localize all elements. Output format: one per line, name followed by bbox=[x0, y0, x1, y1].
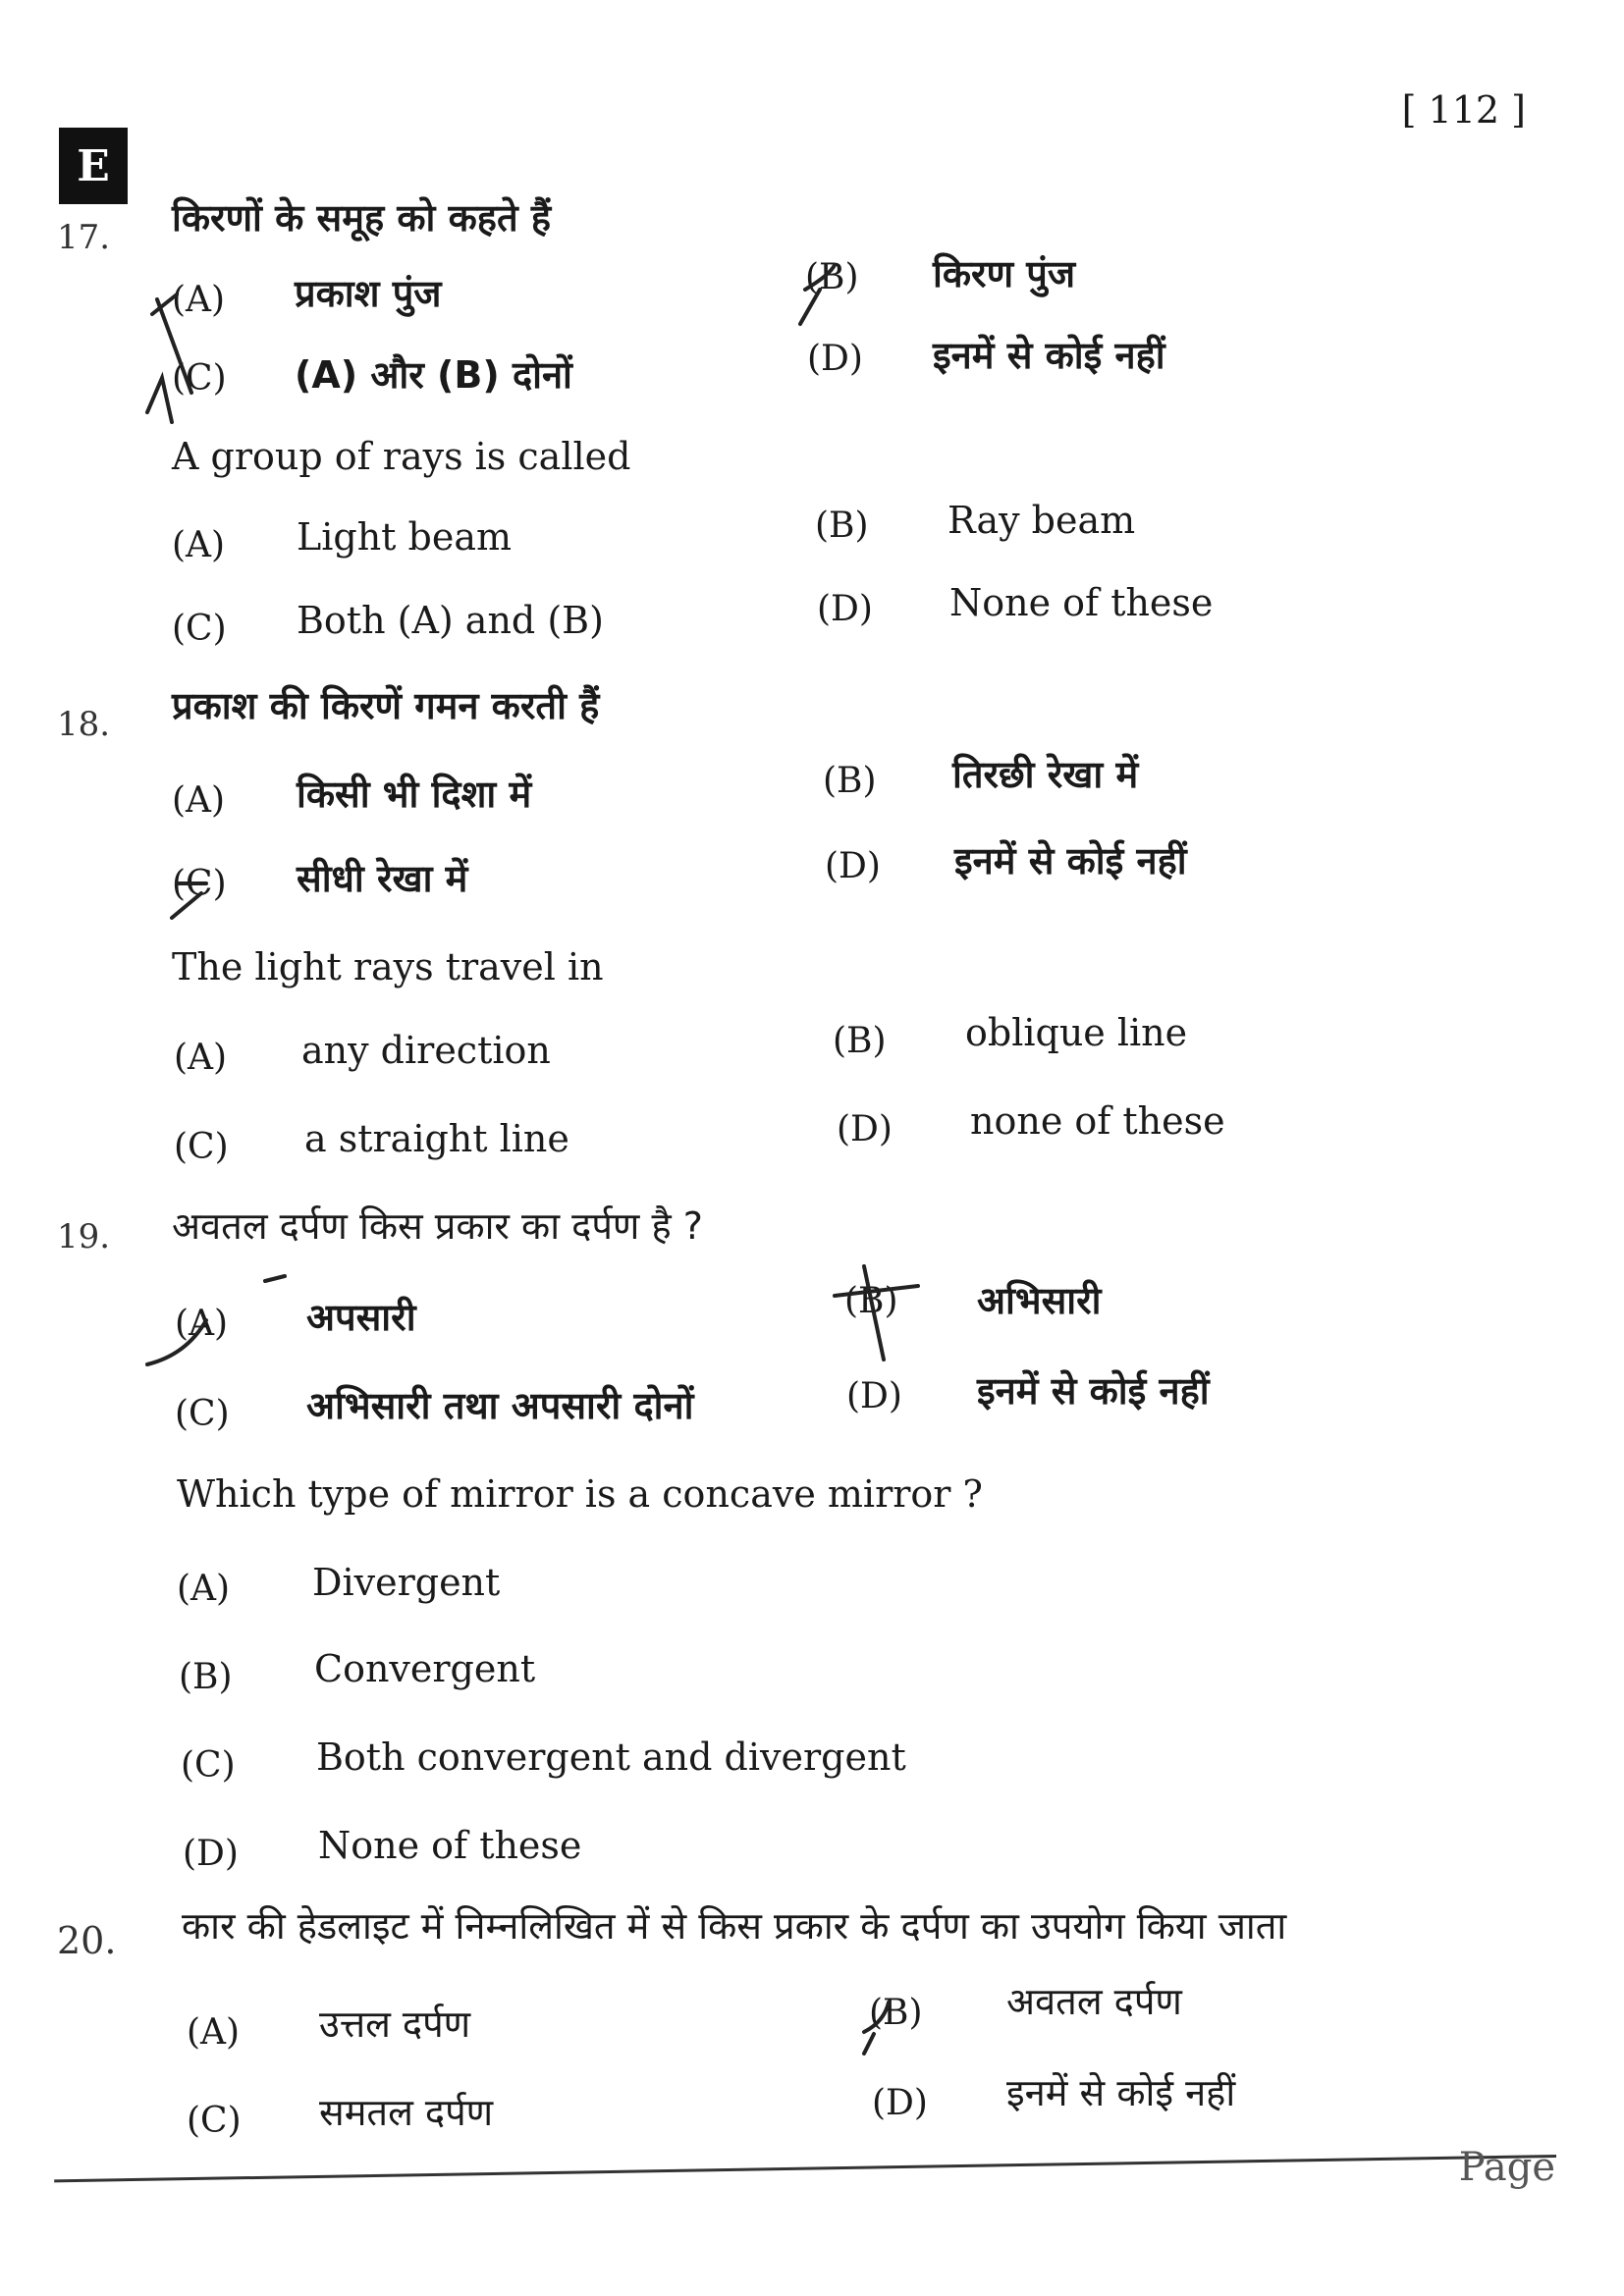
set-badge: E bbox=[59, 128, 128, 204]
option-letter: (B) bbox=[805, 257, 859, 297]
option-letter: (D) bbox=[837, 1109, 893, 1149]
option-text: Convergent bbox=[314, 1647, 536, 1690]
footer-rule bbox=[54, 2155, 1556, 2182]
option-text: समतल दर्पण bbox=[319, 2091, 494, 2134]
option-letter: (D) bbox=[807, 339, 863, 379]
option-text: None of these bbox=[949, 581, 1214, 624]
option-text: oblique line bbox=[965, 1011, 1188, 1054]
option-text: तिरछी रेखा में bbox=[952, 753, 1139, 796]
option-letter: (D) bbox=[825, 846, 881, 886]
option-text: (A) और (B) दोनों bbox=[295, 353, 572, 397]
option-letter: (D) bbox=[846, 1376, 902, 1416]
footer-page-label: Page bbox=[1458, 2145, 1555, 2190]
question-number: 19. bbox=[57, 1217, 111, 1256]
option-text: सीधी रेखा में bbox=[297, 857, 468, 900]
option-text: Both (A) and (B) bbox=[297, 599, 604, 642]
option-text: none of these bbox=[970, 1099, 1225, 1143]
option-letter: (C) bbox=[175, 1394, 230, 1434]
option-letter: (A) bbox=[174, 1038, 228, 1078]
option-letter: (A) bbox=[172, 280, 226, 320]
option-letter: (C) bbox=[174, 1127, 229, 1167]
option-letter: (C) bbox=[172, 609, 227, 649]
option-letter: (C) bbox=[172, 358, 227, 399]
question-hindi: प्रकाश की किरणें गमन करती हैं bbox=[172, 684, 600, 727]
option-letter: (B) bbox=[179, 1657, 233, 1697]
option-text: any direction bbox=[301, 1029, 551, 1072]
option-letter: (A) bbox=[187, 2012, 241, 2053]
option-text: इनमें से कोई नहीं bbox=[1006, 2071, 1236, 2114]
option-letter: (D) bbox=[872, 2083, 928, 2123]
option-text: उत्तल दर्पण bbox=[319, 2002, 471, 2046]
option-letter: (B) bbox=[823, 761, 877, 801]
option-letter: (C) bbox=[172, 864, 227, 904]
option-text: Both convergent and divergent bbox=[316, 1735, 906, 1779]
question-hindi: कार की हेडलाइट में निम्नलिखित में से किस प्रकार के दर्पण का उपयोग किया जाता bbox=[182, 1904, 1287, 1948]
option-text: अभिसारी bbox=[977, 1279, 1102, 1322]
option-letter: (A) bbox=[177, 1569, 231, 1609]
option-letter: (A) bbox=[172, 780, 226, 821]
option-letter: (A) bbox=[172, 525, 226, 565]
option-text: इनमें से कोई नहीं bbox=[933, 334, 1165, 377]
option-text: Divergent bbox=[312, 1561, 501, 1604]
option-text: None of these bbox=[318, 1824, 582, 1867]
option-text: अवतल दर्पण bbox=[1006, 1980, 1182, 2023]
option-text: अभिसारी तथा अपसारी दोनों bbox=[306, 1384, 694, 1427]
option-letter: (D) bbox=[183, 1834, 239, 1874]
option-letter: (B) bbox=[844, 1281, 898, 1321]
option-letter: (B) bbox=[833, 1021, 887, 1061]
question-english: A group of rays is called bbox=[172, 435, 631, 478]
question-hindi: अवतल दर्पण किस प्रकार का दर्पण है ? bbox=[172, 1204, 703, 1248]
option-text: अपसारी bbox=[306, 1296, 416, 1339]
question-number: 20. bbox=[57, 1919, 117, 1962]
question-number: 17. bbox=[57, 218, 111, 257]
option-text: किरण पुंज bbox=[933, 252, 1076, 295]
option-letter: (B) bbox=[815, 506, 869, 546]
question-hindi: किरणों के समूह को कहते हैं bbox=[172, 196, 552, 240]
option-letter: (A) bbox=[175, 1304, 229, 1344]
option-letter: (D) bbox=[817, 589, 873, 629]
option-text: Ray beam bbox=[947, 499, 1136, 542]
option-text: किसी भी दिशा में bbox=[297, 773, 532, 816]
question-number: 18. bbox=[57, 705, 111, 744]
question-english: The light rays travel in bbox=[172, 945, 604, 988]
option-text: इनमें से कोई नहीं bbox=[954, 839, 1187, 882]
option-text: इनमें से कोई नहीं bbox=[977, 1369, 1210, 1413]
option-letter: (C) bbox=[181, 1745, 236, 1786]
option-text: a straight line bbox=[304, 1117, 569, 1160]
question-english: Which type of mirror is a concave mirror ? bbox=[177, 1472, 983, 1516]
option-text: प्रकाश पुंज bbox=[295, 272, 442, 315]
option-text: Light beam bbox=[297, 515, 513, 559]
option-letter: (C) bbox=[187, 2101, 242, 2141]
page-number: [ 112 ] bbox=[1401, 88, 1526, 132]
option-letter: (B) bbox=[869, 1993, 923, 2033]
